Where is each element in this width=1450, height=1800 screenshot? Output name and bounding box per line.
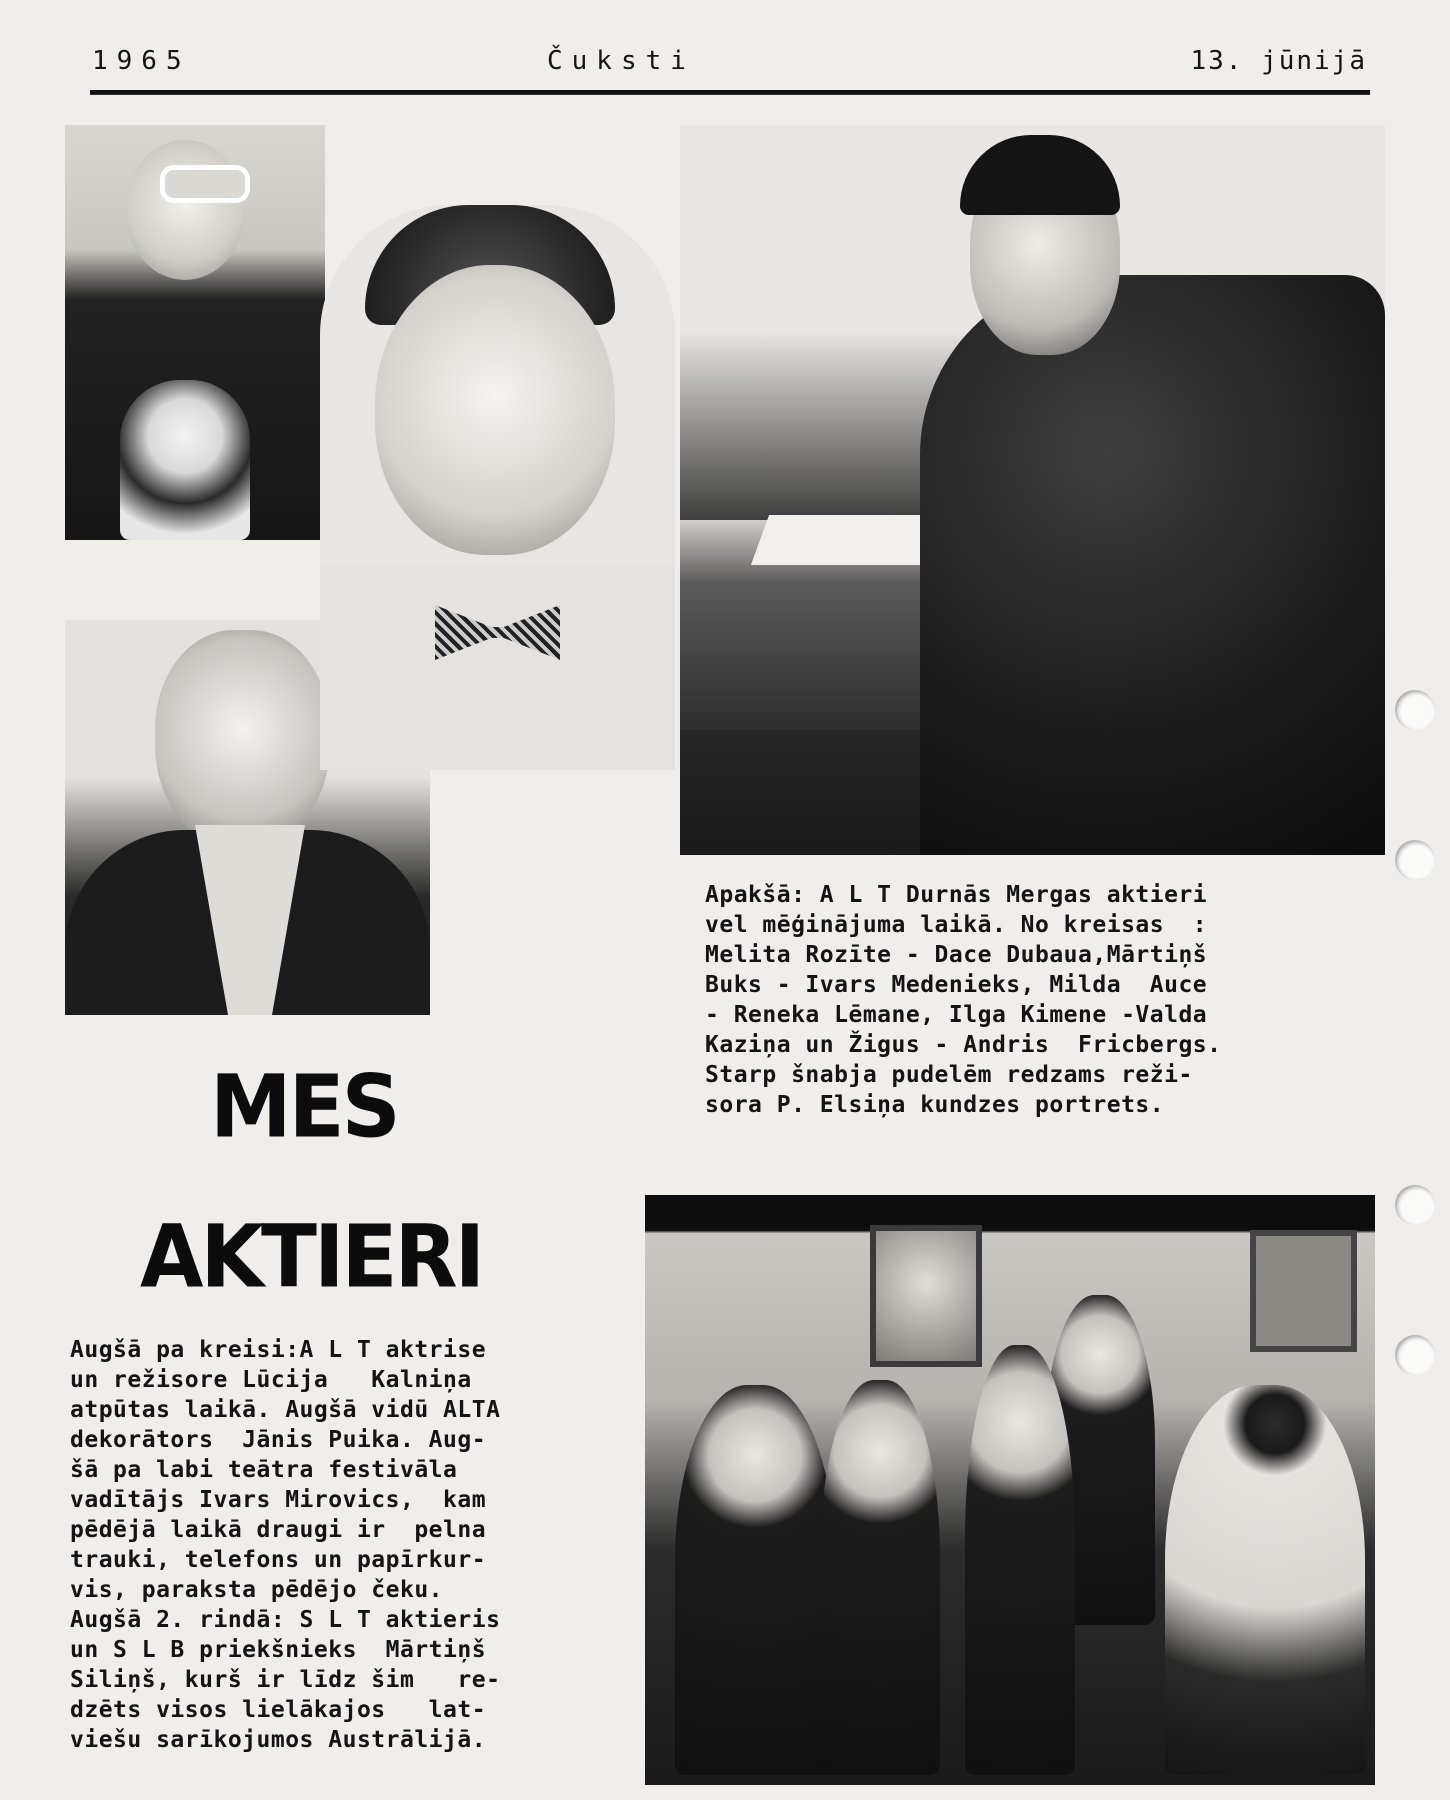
photo-shirt xyxy=(320,565,675,770)
caption-bottom-photo: Apakšā: A L T Durnās Mergas aktieri vel mēģinājuma laikā. No kreisas : Melita Rozīte - Dace Dubaua,Mārtiņš Buks - Ivars Medenieks, Milda Auce - Reneka Lēmane, Ilga Kimene -Valda Kaziņa un Žigus - Andris Fricbergs. Starp šnabja pudelēm redzams reži- sora P. Elsiņa kundzes portrets. xyxy=(705,882,1222,1118)
photo-person xyxy=(820,1380,940,1775)
photo-suit xyxy=(920,275,1385,855)
photo-person xyxy=(965,1345,1075,1775)
headline-line-1: MES xyxy=(210,1057,398,1158)
photo-person xyxy=(675,1385,835,1775)
header-year: 1965 xyxy=(92,46,191,76)
photo-face xyxy=(155,630,330,850)
photo-lucija-kalnina xyxy=(65,125,325,540)
header-rule xyxy=(90,90,1370,95)
photo-hair xyxy=(960,135,1120,215)
photo-dog xyxy=(120,380,250,540)
punch-hole xyxy=(1395,690,1435,730)
photo-face xyxy=(375,265,615,555)
photo-wall-picture xyxy=(1250,1230,1357,1352)
photo-rehearsal-group xyxy=(645,1195,1375,1785)
photo-ivars-mirovics xyxy=(680,125,1385,855)
punch-hole xyxy=(1395,1185,1435,1225)
page-header xyxy=(92,46,1367,86)
photo-person xyxy=(1165,1385,1365,1775)
photo-face xyxy=(125,140,245,280)
caption-top-photos: Augšā pa kreisi:A L T aktrise un režisore Lūcija Kalniņa atpūtas laikā. Augšā vidū ALTA dekorātors Jānis Puika. Aug- šā pa labi teātra festivāla vadītājs Ivars Mirovics, kam pēdējā laikā draugi ir pelna trauki, telefons un papīrkur- vis, paraksta pēdējo čeku. Augšā 2. rindā: S L T aktieris un S L B priekšnieks Mārtiņš Siliņš, kurš ir līdz šim re- dzēts visos lielākajos lat- viešu sarīkojumos Austrālijā. xyxy=(70,1337,501,1753)
photo-janis-puika xyxy=(320,205,675,770)
punch-hole xyxy=(1395,1335,1435,1375)
header-date: 13. jūnijā xyxy=(1190,46,1367,76)
header-title: Čuksti xyxy=(547,46,695,76)
photo-glasses xyxy=(160,165,250,203)
punch-hole xyxy=(1395,840,1435,880)
photo-portrait-frame xyxy=(870,1225,982,1367)
headline-line-2: AKTIERI xyxy=(140,1207,483,1308)
